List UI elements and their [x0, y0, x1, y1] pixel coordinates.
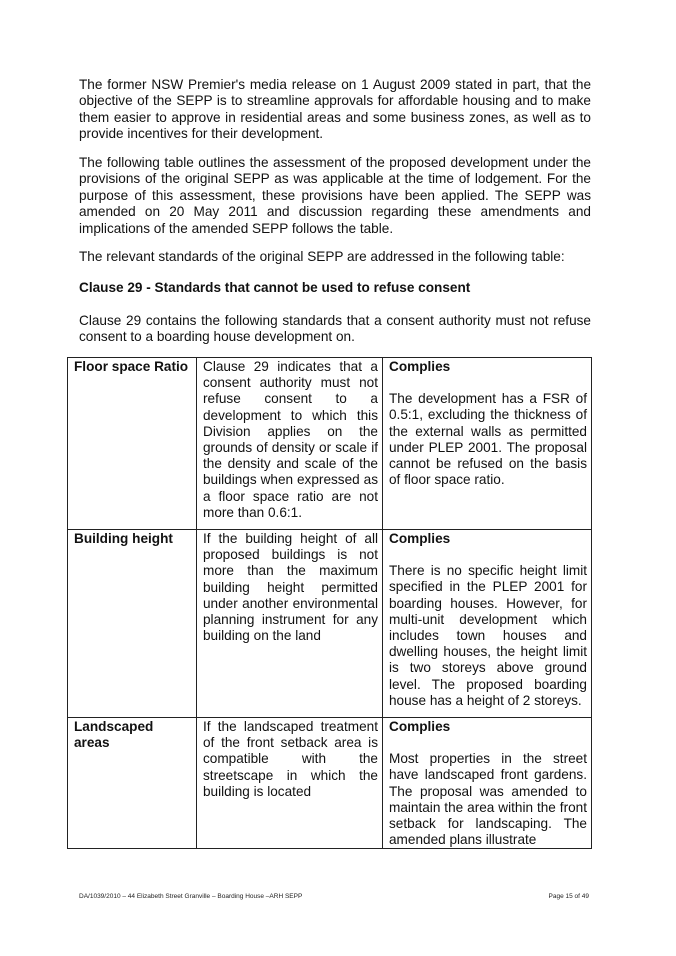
standards-table: [67, 357, 592, 849]
row-label: Landscaped areas: [68, 718, 197, 849]
compliance-status: Complies: [389, 531, 451, 546]
relevant-standards-paragraph: The relevant standards of the original SEPP are addressed in the following table:: [79, 249, 565, 264]
assessment-text: There is no specific height limit specified in the PLEP 2001 for boarding houses. However, for multi-unit development which includes town houses and dwelling houses, the height limit is two storeys above ground level. The proposed boarding house has a height of 2 storeys.: [389, 563, 587, 708]
compliance-status: Complies: [389, 359, 451, 374]
row-label: Building height: [68, 530, 197, 718]
assessment-cell: [383, 530, 592, 718]
standard-text: If the landscaped treatment of the front setback area is compatible with the streetscape in which the building is located: [197, 718, 383, 849]
clause-heading: Clause 29 - Standards that cannot be used to refuse consent: [79, 280, 471, 295]
table-row: [68, 530, 592, 718]
clause-intro-paragraph: Clause 29 contains the following standards that a consent authority must not refuse consent to a boarding house development on.: [79, 313, 591, 345]
row-label: Floor space Ratio: [68, 358, 197, 530]
assessment-text: Most properties in the street have landscaped front gardens. The proposal was amended to maintain the area within the front setback for landscaping. The amended plans illustrate: [389, 751, 587, 848]
assessment-text: The development has a FSR of 0.5:1, excluding the thickness of the external walls as permitted under PLEP 2001. The proposal cannot be refused on the basis of floor space ratio.: [389, 391, 587, 488]
intro-paragraph: The former NSW Premier's media release on 1 August 2009 stated in part, that the objective of the SEPP is to streamline approvals for affordable housing and to make them easier to approve in residential areas and some business zones, as well as to provide incentives for their development.: [79, 77, 591, 142]
page-number: Page 15 of 49: [548, 893, 589, 900]
table-row: [68, 718, 592, 849]
compliance-status: Complies: [389, 719, 451, 734]
standard-text: Clause 29 indicates that a consent authority must not refuse consent to a development to which this Division applies on the grounds of density or scale if the density and scale of the buildings when expressed as a floor space ratio are not more than 0.6:1.: [197, 358, 383, 530]
footer-reference: DA/1039/2010 – 44 Elizabeth Street Granville – Boarding House –ARH SEPP: [79, 893, 303, 900]
table-row: [68, 358, 592, 530]
standard-text: If the building height of all proposed buildings is not more than the maximum building height permitted under another environmental planning instrument for any building on the land: [197, 530, 383, 718]
assessment-paragraph: The following table outlines the assessment of the proposed development under the provisions of the original SEPP as was applicable at the time of lodgement. For the purpose of this assessment, these provisions have been applied. The SEPP was amended on 20 May 2011 and discussion regarding these amendments and implications of the amended SEPP follows the table.: [79, 155, 591, 236]
assessment-cell: [383, 358, 592, 530]
assessment-cell: [383, 718, 592, 849]
